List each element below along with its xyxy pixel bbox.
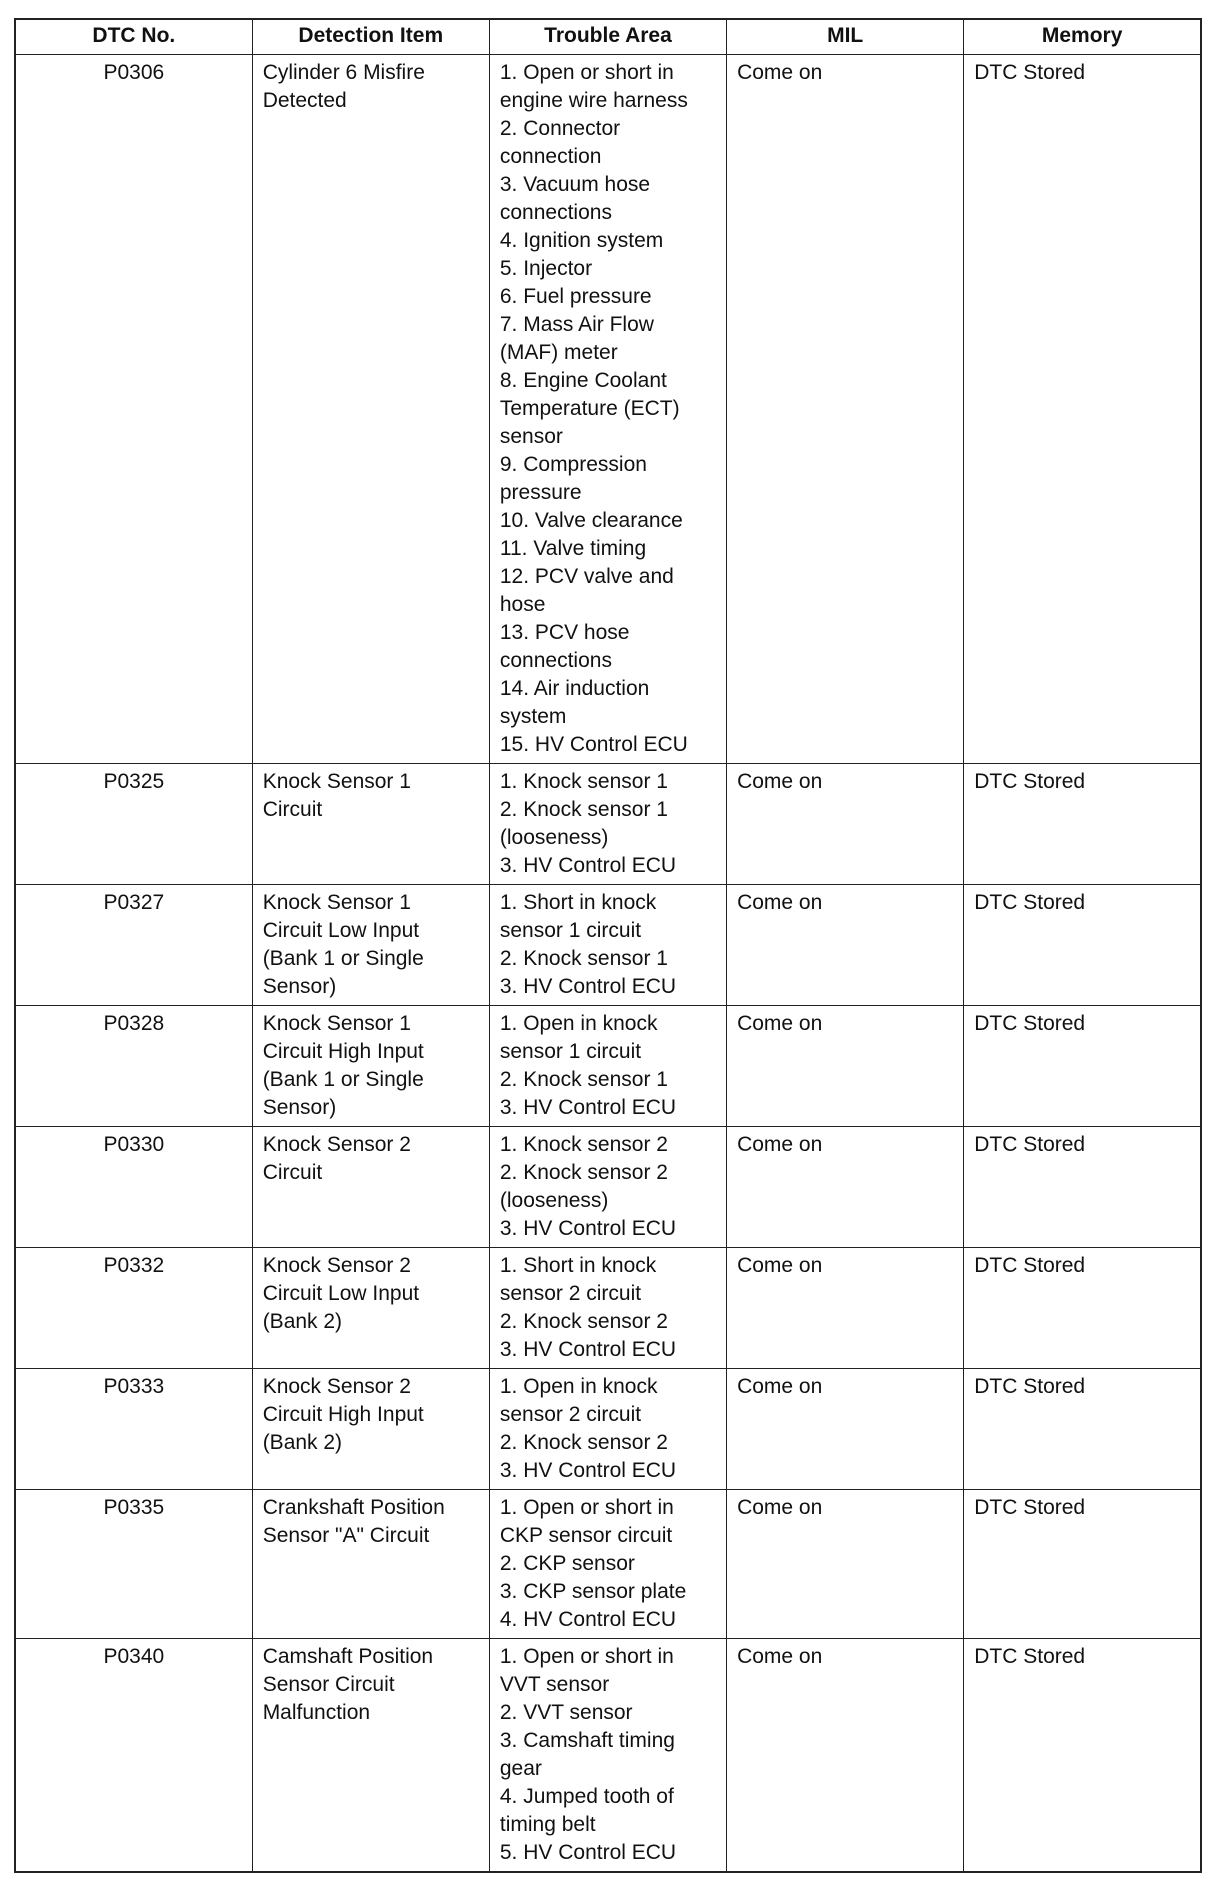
mil-status: Come on [727, 1639, 964, 1873]
detection-item-line: Circuit [262, 1161, 323, 1184]
trouble-area [489, 764, 726, 885]
mil-status: Come on [727, 55, 964, 764]
trouble-area-line: 3. HV Control ECU [499, 854, 677, 877]
memory-status: DTC Stored [964, 764, 1201, 885]
trouble-area-line: 9. Compression [499, 453, 647, 476]
trouble-area-line: 3. HV Control ECU [499, 1459, 677, 1482]
trouble-area-line: 2. Knock sensor 1 [499, 798, 668, 821]
memory-status: DTC Stored [964, 1006, 1201, 1127]
trouble-area-line: 6. Fuel pressure [499, 285, 652, 308]
table-body [15, 55, 1201, 1873]
trouble-area-line: 10. Valve clearance [499, 509, 683, 532]
detection-item [252, 1006, 489, 1127]
table-row [15, 764, 1201, 885]
trouble-area [489, 1127, 726, 1248]
trouble-area-line: sensor 2 circuit [499, 1403, 642, 1426]
dtc-code: P0306 [15, 55, 252, 764]
trouble-area-line: 3. CKP sensor plate [499, 1580, 687, 1603]
detection-item-line: Sensor) [262, 975, 337, 998]
header-detection-item: Detection Item [252, 19, 489, 55]
trouble-area-line: 12. PCV valve and [499, 565, 674, 588]
trouble-area-line: 2. Knock sensor 1 [499, 1068, 668, 1091]
trouble-area-line: connection [499, 145, 602, 168]
trouble-area-line: engine wire harness [499, 89, 688, 112]
detection-item-line: Circuit Low Input [262, 919, 420, 942]
memory-status: DTC Stored [964, 1127, 1201, 1248]
detection-item [252, 885, 489, 1006]
trouble-area-line: 2. Connector [499, 117, 621, 140]
detection-item-line: Knock Sensor 2 [262, 1133, 411, 1156]
mil-status: Come on [727, 885, 964, 1006]
trouble-area-line: gear [499, 1757, 542, 1780]
detection-item-line: Sensor "A" Circuit [262, 1524, 430, 1547]
memory-status: DTC Stored [964, 1369, 1201, 1490]
detection-item-line: Knock Sensor 2 [262, 1375, 411, 1398]
detection-item [252, 1248, 489, 1369]
detection-item [252, 1127, 489, 1248]
detection-item [252, 55, 489, 764]
trouble-area-line: 1. Short in knock [499, 891, 657, 914]
header-row [15, 19, 1201, 55]
trouble-area-line: 4. Jumped tooth of [499, 1785, 674, 1808]
detection-item-line: Cylinder 6 Misfire [262, 61, 425, 84]
trouble-area-line: 11. Valve timing [499, 537, 647, 560]
trouble-area-line: 3. HV Control ECU [499, 1338, 677, 1361]
trouble-area-line: 3. HV Control ECU [499, 975, 677, 998]
dtc-code: P0328 [15, 1006, 252, 1127]
dtc-code: P0325 [15, 764, 252, 885]
mil-status: Come on [727, 1490, 964, 1639]
trouble-area-line: 1. Knock sensor 2 [499, 1133, 668, 1156]
trouble-area-line: 14. Air induction [499, 677, 650, 700]
trouble-area-line: Temperature (ECT) [499, 397, 680, 420]
detection-item-line: Circuit Low Input [262, 1282, 420, 1305]
mil-status: Come on [727, 1369, 964, 1490]
trouble-area-line: 4. Ignition system [499, 229, 664, 252]
trouble-area-line: 7. Mass Air Flow [499, 313, 654, 336]
header-memory: Memory [964, 19, 1201, 55]
trouble-area-line: 5. HV Control ECU [499, 1841, 677, 1864]
detection-item-line: Circuit [262, 798, 323, 821]
mil-status: Come on [727, 1248, 964, 1369]
trouble-area-line: (looseness) [499, 826, 609, 849]
table-header [15, 19, 1201, 55]
mil-status: Come on [727, 1127, 964, 1248]
memory-status: DTC Stored [964, 1248, 1201, 1369]
trouble-area-line: 8. Engine Coolant [499, 369, 667, 392]
header-trouble-area: Trouble Area [489, 19, 726, 55]
trouble-area-line: 2. CKP sensor [499, 1552, 635, 1575]
table-row [15, 1006, 1201, 1127]
header-dtc-no: DTC No. [15, 19, 252, 55]
trouble-area [489, 55, 726, 764]
detection-item-line: (Bank 2) [262, 1431, 343, 1454]
dtc-table [14, 18, 1202, 1873]
detection-item-line: (Bank 1 or Single [262, 947, 424, 970]
trouble-area [489, 1639, 726, 1873]
trouble-area-line: 1. Open in knock [499, 1375, 658, 1398]
trouble-area-line: (MAF) meter [499, 341, 618, 364]
trouble-area-line: 3. Camshaft timing [499, 1729, 675, 1752]
trouble-area-line: 4. HV Control ECU [499, 1608, 677, 1631]
dtc-code: P0327 [15, 885, 252, 1006]
memory-status: DTC Stored [964, 1490, 1201, 1639]
trouble-area-line: 1. Open or short in [499, 1645, 674, 1668]
trouble-area-line: 5. Injector [499, 257, 593, 280]
mil-status: Come on [727, 1006, 964, 1127]
memory-status: DTC Stored [964, 55, 1201, 764]
detection-item [252, 1639, 489, 1873]
trouble-area-line: 1. Short in knock [499, 1254, 657, 1277]
detection-item-line: Sensor) [262, 1096, 337, 1119]
trouble-area-line: connections [499, 201, 612, 224]
trouble-area-line: 3. HV Control ECU [499, 1096, 677, 1119]
detection-item [252, 1369, 489, 1490]
trouble-area-line: 3. HV Control ECU [499, 1217, 677, 1240]
trouble-area-line: 1. Open in knock [499, 1012, 658, 1035]
dtc-code: P0332 [15, 1248, 252, 1369]
table-row [15, 55, 1201, 764]
trouble-area-line: 2. Knock sensor 2 [499, 1431, 668, 1454]
trouble-area-line: 3. Vacuum hose [499, 173, 651, 196]
memory-status: DTC Stored [964, 885, 1201, 1006]
dtc-code: P0330 [15, 1127, 252, 1248]
dtc-code: P0333 [15, 1369, 252, 1490]
trouble-area-line: timing belt [499, 1813, 596, 1836]
trouble-area-line: sensor 1 circuit [499, 919, 642, 942]
trouble-area [489, 885, 726, 1006]
detection-item [252, 1490, 489, 1639]
detection-item-line: Knock Sensor 1 [262, 891, 411, 914]
trouble-area-line: system [499, 705, 567, 728]
trouble-area-line: 1. Open or short in [499, 61, 674, 84]
dtc-code: P0340 [15, 1639, 252, 1873]
table-row [15, 1127, 1201, 1248]
trouble-area-line: sensor 2 circuit [499, 1282, 642, 1305]
trouble-area [489, 1369, 726, 1490]
trouble-area-line: hose [499, 593, 546, 616]
detection-item [252, 764, 489, 885]
detection-item-line: Knock Sensor 1 [262, 1012, 411, 1035]
detection-item-line: Knock Sensor 2 [262, 1254, 411, 1277]
table-row [15, 885, 1201, 1006]
trouble-area-line: connections [499, 649, 612, 672]
dtc-code: P0335 [15, 1490, 252, 1639]
mil-status: Come on [727, 764, 964, 885]
detection-item-line: Circuit High Input [262, 1403, 424, 1426]
trouble-area [489, 1006, 726, 1127]
trouble-area-line: CKP sensor circuit [499, 1524, 673, 1547]
detection-item-line: Knock Sensor 1 [262, 770, 411, 793]
memory-status: DTC Stored [964, 1639, 1201, 1873]
table-row [15, 1490, 1201, 1639]
detection-item-line: Sensor Circuit [262, 1673, 395, 1696]
table-row [15, 1369, 1201, 1490]
trouble-area-line: 15. HV Control ECU [499, 733, 688, 756]
header-mil: MIL [727, 19, 964, 55]
detection-item-line: Crankshaft Position [262, 1496, 445, 1519]
trouble-area-line: 2. Knock sensor 2 [499, 1161, 668, 1184]
table-row [15, 1639, 1201, 1873]
trouble-area-line: pressure [499, 481, 582, 504]
trouble-area-line: 2. Knock sensor 1 [499, 947, 668, 970]
trouble-area-line: 1. Open or short in [499, 1496, 674, 1519]
trouble-area-line: 2. Knock sensor 2 [499, 1310, 668, 1333]
trouble-area-line: sensor [499, 425, 563, 448]
trouble-area [489, 1490, 726, 1639]
trouble-area-line: 1. Knock sensor 1 [499, 770, 668, 793]
detection-item-line: (Bank 1 or Single [262, 1068, 424, 1091]
detection-item-line: Detected [262, 89, 347, 112]
trouble-area-line: 13. PCV hose [499, 621, 630, 644]
trouble-area-line: sensor 1 circuit [499, 1040, 642, 1063]
detection-item-line: Circuit High Input [262, 1040, 424, 1063]
detection-item-line: Malfunction [262, 1701, 371, 1724]
trouble-area [489, 1248, 726, 1369]
detection-item-line: Camshaft Position [262, 1645, 434, 1668]
trouble-area-line: (looseness) [499, 1189, 609, 1212]
table-row [15, 1248, 1201, 1369]
detection-item-line: (Bank 2) [262, 1310, 343, 1333]
trouble-area-line: 2. VVT sensor [499, 1701, 633, 1724]
trouble-area-line: VVT sensor [499, 1673, 610, 1696]
